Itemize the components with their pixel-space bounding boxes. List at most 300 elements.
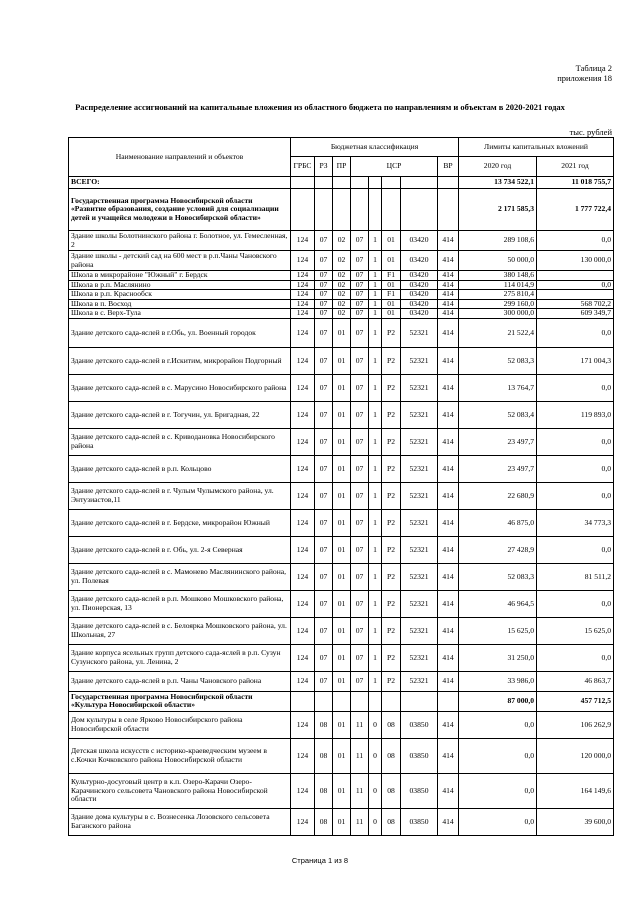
cell-csr-1: 07: [351, 309, 369, 319]
cell-csr-4: 52321: [401, 509, 438, 536]
cell-csr-3: 08: [382, 711, 401, 738]
cell-2021: 15 625,0: [537, 617, 614, 644]
cell-vr: 414: [438, 299, 459, 309]
cell-csr-3: P2: [382, 428, 401, 455]
cell-csr-2: 1: [369, 309, 382, 319]
cell-csr-4: 03420: [401, 299, 438, 309]
table-number: Таблица 2: [575, 63, 612, 73]
cell-csr-4: [401, 189, 438, 231]
cell-csr-3: 01: [382, 231, 401, 251]
cell-csr-2: 1: [369, 251, 382, 271]
cell-rz: 07: [315, 536, 333, 563]
table-row: [69, 428, 614, 455]
cell-csr-4: 52321: [401, 374, 438, 401]
cell-csr-4: 03420: [401, 271, 438, 281]
cell-vr: [438, 177, 459, 189]
cell-2021: 0,0: [537, 280, 614, 290]
cell-csr-1: 07: [351, 290, 369, 300]
cell-2020: 275 810,4: [459, 290, 537, 300]
table-body: [69, 177, 614, 836]
cell-pr: 02: [333, 271, 351, 281]
cell-vr: 414: [438, 374, 459, 401]
cell-csr-4: 52321: [401, 455, 438, 482]
cell-csr-1: 07: [351, 318, 369, 347]
cell-rz: 07: [315, 309, 333, 319]
cell-vr: 414: [438, 455, 459, 482]
table-row: [69, 189, 614, 231]
cell-csr-1: [351, 189, 369, 231]
cell-csr-1: [351, 177, 369, 189]
cell-2021: 568 702,2: [537, 299, 614, 309]
cell-2021: 0,0: [537, 428, 614, 455]
cell-pr: [333, 189, 351, 231]
cell-grbs: 124: [291, 309, 315, 319]
cell-csr-1: 07: [351, 271, 369, 281]
cell-name: Школа в микрорайоне "Южный" г. Бердск: [69, 271, 291, 281]
cell-csr-3: P2: [382, 482, 401, 509]
cell-2020: 52 083,3: [459, 563, 537, 590]
cell-csr-2: 0: [369, 738, 382, 773]
cell-pr: 01: [333, 536, 351, 563]
cell-2021: 0,0: [537, 644, 614, 671]
cell-name: Здание детского сада-яслей в г. Обь, ул. 2-я Северная: [69, 536, 291, 563]
cell-vr: 414: [438, 290, 459, 300]
cell-pr: [333, 177, 351, 189]
table-row: [69, 482, 614, 509]
cell-rz: 08: [315, 773, 333, 808]
cell-grbs: 124: [291, 231, 315, 251]
cell-grbs: 124: [291, 590, 315, 617]
cell-csr-4: 52321: [401, 401, 438, 428]
table-row: [69, 231, 614, 251]
cell-vr: 414: [438, 671, 459, 691]
cell-csr-3: P2: [382, 455, 401, 482]
cell-csr-2: 0: [369, 773, 382, 808]
cell-rz: 07: [315, 401, 333, 428]
cell-name: Школа в р.п. Маслянино: [69, 280, 291, 290]
cell-rz: 07: [315, 590, 333, 617]
cell-vr: 414: [438, 711, 459, 738]
cell-2021: 81 511,2: [537, 563, 614, 590]
cell-2021: 120 000,0: [537, 738, 614, 773]
cell-rz: 08: [315, 711, 333, 738]
cell-vr: 414: [438, 280, 459, 290]
cell-2021: 11 018 755,7: [537, 177, 614, 189]
cell-csr-4: 52321: [401, 563, 438, 590]
cell-name: ВСЕГО:: [69, 177, 291, 189]
cell-vr: 414: [438, 509, 459, 536]
cell-2020: 27 428,9: [459, 536, 537, 563]
cell-csr-3: 01: [382, 309, 401, 319]
table-row: [69, 347, 614, 374]
cell-csr-1: 07: [351, 482, 369, 509]
cell-vr: 414: [438, 428, 459, 455]
cell-2020: 299 160,0: [459, 299, 537, 309]
unit-label: тыс. рублей: [569, 127, 612, 137]
cell-csr-2: [369, 177, 382, 189]
col-header-vr: ВР: [438, 157, 459, 177]
cell-csr-4: 52321: [401, 536, 438, 563]
table-row: [69, 374, 614, 401]
cell-csr-3: 01: [382, 299, 401, 309]
cell-grbs: 124: [291, 671, 315, 691]
cell-csr-2: 1: [369, 290, 382, 300]
col-header-grbs: ГРБС: [291, 157, 315, 177]
cell-grbs: 124: [291, 563, 315, 590]
cell-2020: 22 680,9: [459, 482, 537, 509]
cell-2020: 23 497,7: [459, 455, 537, 482]
cell-rz: 07: [315, 251, 333, 271]
cell-csr-3: [382, 177, 401, 189]
cell-vr: 414: [438, 347, 459, 374]
cell-csr-1: [351, 691, 369, 711]
cell-2021: 46 863,7: [537, 671, 614, 691]
cell-csr-2: 1: [369, 671, 382, 691]
cell-grbs: [291, 691, 315, 711]
cell-name: Школа в с. Верх-Тула: [69, 309, 291, 319]
table-row: [69, 177, 614, 189]
cell-pr: 01: [333, 374, 351, 401]
cell-2020: 289 108,6: [459, 231, 537, 251]
cell-pr: 02: [333, 299, 351, 309]
cell-pr: 01: [333, 738, 351, 773]
cell-csr-1: 11: [351, 711, 369, 738]
cell-csr-4: 03850: [401, 773, 438, 808]
cell-name: Школа в п. Восход: [69, 299, 291, 309]
cell-grbs: 124: [291, 509, 315, 536]
cell-2021: 34 773,3: [537, 509, 614, 536]
cell-2021: [537, 290, 614, 300]
table-row: [69, 309, 614, 319]
cell-csr-2: 1: [369, 428, 382, 455]
cell-2020: 13 764,7: [459, 374, 537, 401]
cell-rz: 08: [315, 808, 333, 835]
cell-grbs: 124: [291, 290, 315, 300]
cell-2020: 13 734 522,1: [459, 177, 537, 189]
col-header-pr: ПР: [333, 157, 351, 177]
cell-2021: 0,0: [537, 318, 614, 347]
cell-grbs: 124: [291, 401, 315, 428]
cell-2020: 380 148,6: [459, 271, 537, 281]
cell-2020: 2 171 585,3: [459, 189, 537, 231]
cell-name: Здание детского сада-яслей в г. Бердске, микрорайон Южный: [69, 509, 291, 536]
cell-vr: 414: [438, 617, 459, 644]
cell-csr-3: [382, 691, 401, 711]
cell-name: Здание детского сада-яслей в с. Мамонево Маслянинского района, ул. Полевая: [69, 563, 291, 590]
cell-2021: 0,0: [537, 455, 614, 482]
cell-csr-2: 1: [369, 590, 382, 617]
cell-grbs: 124: [291, 738, 315, 773]
cell-2020: 0,0: [459, 711, 537, 738]
cell-pr: 01: [333, 509, 351, 536]
cell-vr: 414: [438, 738, 459, 773]
cell-grbs: 124: [291, 617, 315, 644]
cell-name: Здание детского сада-яслей в р.п. Кольцово: [69, 455, 291, 482]
cell-name: Здание детского сада-яслей в г.Искитим, микрорайон Подгорный: [69, 347, 291, 374]
cell-name: Дом культуры в селе Ярково Новосибирского района Новосибирской области: [69, 711, 291, 738]
cell-csr-2: [369, 691, 382, 711]
cell-csr-2: 1: [369, 347, 382, 374]
cell-rz: [315, 177, 333, 189]
cell-rz: 07: [315, 290, 333, 300]
page-footer: Страница 1 из 8: [291, 856, 349, 865]
cell-csr-2: 1: [369, 374, 382, 401]
cell-csr-3: P2: [382, 671, 401, 691]
cell-rz: 07: [315, 374, 333, 401]
cell-grbs: 124: [291, 318, 315, 347]
cell-2021: 119 893,0: [537, 401, 614, 428]
cell-2020: 33 986,0: [459, 671, 537, 691]
cell-rz: 07: [315, 231, 333, 251]
cell-csr-2: 1: [369, 482, 382, 509]
cell-rz: 07: [315, 299, 333, 309]
cell-vr: 414: [438, 271, 459, 281]
cell-2021: 130 000,0: [537, 251, 614, 271]
cell-rz: 07: [315, 509, 333, 536]
cell-pr: [333, 691, 351, 711]
cell-name: Здание детского сада-яслей в с. Марусино Новосибирского района: [69, 374, 291, 401]
cell-csr-3: 08: [382, 738, 401, 773]
table-row: [69, 271, 614, 281]
cell-pr: 01: [333, 671, 351, 691]
table-row: [69, 401, 614, 428]
cell-name: Здание детского сада-яслей в г. Чулым Чулымского района, ул. Энтузиастов,11: [69, 482, 291, 509]
cell-rz: 07: [315, 271, 333, 281]
cell-2021: 457 712,5: [537, 691, 614, 711]
cell-rz: 07: [315, 482, 333, 509]
cell-rz: [315, 189, 333, 231]
table-row: [69, 671, 614, 691]
cell-2021: 0,0: [537, 231, 614, 251]
cell-csr-4: 03420: [401, 231, 438, 251]
cell-2020: 0,0: [459, 773, 537, 808]
cell-pr: 01: [333, 590, 351, 617]
cell-pr: 02: [333, 251, 351, 271]
table-row: [69, 536, 614, 563]
cell-csr-4: [401, 177, 438, 189]
cell-csr-4: 03850: [401, 808, 438, 835]
cell-2021: 39 600,0: [537, 808, 614, 835]
cell-csr-1: 11: [351, 773, 369, 808]
table-row: [69, 251, 614, 271]
cell-2020: 52 083,3: [459, 347, 537, 374]
cell-csr-1: 11: [351, 808, 369, 835]
cell-grbs: 124: [291, 374, 315, 401]
cell-csr-2: 1: [369, 536, 382, 563]
cell-pr: 01: [333, 617, 351, 644]
cell-csr-2: 1: [369, 563, 382, 590]
cell-csr-4: 03420: [401, 309, 438, 319]
cell-csr-3: P2: [382, 644, 401, 671]
cell-2021: 0,0: [537, 482, 614, 509]
cell-csr-4: 03850: [401, 738, 438, 773]
cell-grbs: 124: [291, 299, 315, 309]
cell-vr: 414: [438, 231, 459, 251]
cell-2020: 52 083,4: [459, 401, 537, 428]
cell-rz: [315, 691, 333, 711]
table-row: [69, 590, 614, 617]
cell-2020: 31 250,0: [459, 644, 537, 671]
table-row: [69, 808, 614, 835]
table-row: [69, 617, 614, 644]
cell-csr-4: 03420: [401, 280, 438, 290]
cell-2021: 164 149,6: [537, 773, 614, 808]
cell-csr-3: P2: [382, 536, 401, 563]
cell-name: Здание детского сада-яслей в с. Криводановка Новосибирского района: [69, 428, 291, 455]
col-header-2020: 2020 год: [459, 157, 537, 177]
cell-2020: 46 875,0: [459, 509, 537, 536]
cell-csr-2: 1: [369, 509, 382, 536]
cell-csr-2: [369, 189, 382, 231]
cell-csr-1: 07: [351, 644, 369, 671]
cell-pr: 02: [333, 290, 351, 300]
cell-name: Здание детского сада-яслей в р.п. Мошково Мошковского района, ул. Пионерская, 13: [69, 590, 291, 617]
cell-name: Здание школы - детский сад на 600 мест в р.п.Чаны Чановского района: [69, 251, 291, 271]
cell-pr: 01: [333, 455, 351, 482]
cell-csr-4: 03420: [401, 290, 438, 300]
cell-csr-4: 52321: [401, 482, 438, 509]
cell-pr: 01: [333, 482, 351, 509]
cell-csr-1: 07: [351, 347, 369, 374]
cell-csr-3: P2: [382, 318, 401, 347]
cell-csr-1: 07: [351, 536, 369, 563]
cell-csr-3: P2: [382, 401, 401, 428]
cell-csr-2: 1: [369, 280, 382, 290]
cell-grbs: 124: [291, 536, 315, 563]
cell-csr-2: 1: [369, 299, 382, 309]
cell-csr-2: 1: [369, 644, 382, 671]
cell-csr-2: 1: [369, 271, 382, 281]
cell-csr-1: 07: [351, 455, 369, 482]
cell-pr: 02: [333, 231, 351, 251]
cell-csr-4: 03850: [401, 711, 438, 738]
cell-grbs: [291, 177, 315, 189]
cell-name: Государственная программа Новосибирской области «Культура Новосибирской области»: [69, 691, 291, 711]
cell-csr-3: P2: [382, 347, 401, 374]
cell-pr: 01: [333, 428, 351, 455]
cell-csr-1: 11: [351, 738, 369, 773]
col-header-csr: ЦСР: [351, 157, 438, 177]
cell-rz: 07: [315, 428, 333, 455]
cell-csr-1: 07: [351, 280, 369, 290]
cell-csr-1: 07: [351, 671, 369, 691]
cell-name: Здание дома культуры в с. Вознесенка Лозовского сельсовета Баганского района: [69, 808, 291, 835]
cell-name: Культурно-досуговый центр в к.п. Озеро-Карачи Озеро-Карачинского сельсовета Чановского района Новосибирской области: [69, 773, 291, 808]
cell-2021: 106 262,9: [537, 711, 614, 738]
cell-2020: 15 625,0: [459, 617, 537, 644]
cell-rz: 07: [315, 563, 333, 590]
cell-csr-1: 07: [351, 231, 369, 251]
cell-grbs: 124: [291, 644, 315, 671]
cell-vr: [438, 691, 459, 711]
cell-vr: 414: [438, 251, 459, 271]
cell-2020: 0,0: [459, 738, 537, 773]
table-row: [69, 738, 614, 773]
cell-grbs: 124: [291, 808, 315, 835]
cell-2021: [537, 271, 614, 281]
cell-csr-1: 07: [351, 251, 369, 271]
cell-2020: 300 000,0: [459, 309, 537, 319]
cell-rz: 07: [315, 347, 333, 374]
table-row: [69, 318, 614, 347]
cell-name: Здание корпуса ясельных групп детского сада-яслей в р.п. Сузун Сузунского района, ул. Ленина, 2: [69, 644, 291, 671]
cell-csr-3: P2: [382, 374, 401, 401]
table-row: [69, 691, 614, 711]
allocation-table: [68, 137, 614, 836]
cell-grbs: 124: [291, 482, 315, 509]
cell-name: Школа в р.п. Краснообск: [69, 290, 291, 300]
table-row: [69, 290, 614, 300]
cell-csr-2: 1: [369, 318, 382, 347]
cell-pr: 01: [333, 644, 351, 671]
table-reference: [557, 63, 612, 83]
cell-pr: 01: [333, 773, 351, 808]
cell-2021: 171 004,3: [537, 347, 614, 374]
cell-rz: 08: [315, 738, 333, 773]
cell-rz: 07: [315, 617, 333, 644]
cell-csr-2: 0: [369, 711, 382, 738]
cell-vr: 414: [438, 590, 459, 617]
cell-2020: 21 522,4: [459, 318, 537, 347]
table-row: [69, 299, 614, 309]
table-row: [69, 280, 614, 290]
cell-2021: 1 777 722,4: [537, 189, 614, 231]
cell-rz: 07: [315, 318, 333, 347]
cell-name: Здание детского сада-яслей в г.Обь, ул. Военный городок: [69, 318, 291, 347]
cell-vr: 414: [438, 563, 459, 590]
cell-pr: 01: [333, 318, 351, 347]
col-header-name: Наименование направлений и объектов: [69, 138, 291, 177]
cell-grbs: 124: [291, 711, 315, 738]
cell-2020: 87 000,0: [459, 691, 537, 711]
cell-csr-3: 08: [382, 773, 401, 808]
cell-2020: 0,0: [459, 808, 537, 835]
cell-vr: 414: [438, 536, 459, 563]
cell-rz: 07: [315, 455, 333, 482]
cell-csr-1: 07: [351, 401, 369, 428]
cell-2021: 0,0: [537, 374, 614, 401]
cell-grbs: 124: [291, 455, 315, 482]
cell-csr-4: 03420: [401, 251, 438, 271]
document-title: Распределение ассигнований на капитальные вложения из областного бюджета по направлениям и объектам в 2020-2021 годах: [75, 102, 565, 112]
cell-vr: [438, 189, 459, 231]
cell-2020: 114 014,9: [459, 280, 537, 290]
cell-csr-3: 01: [382, 280, 401, 290]
cell-2020: 46 964,5: [459, 590, 537, 617]
cell-2021: 0,0: [537, 536, 614, 563]
cell-csr-3: P2: [382, 563, 401, 590]
cell-pr: 01: [333, 711, 351, 738]
cell-2021: 609 349,7: [537, 309, 614, 319]
col-header-budget-class: Бюджетная классификация: [291, 138, 459, 157]
table-row: [69, 509, 614, 536]
cell-vr: 414: [438, 318, 459, 347]
cell-grbs: 124: [291, 428, 315, 455]
cell-vr: 414: [438, 808, 459, 835]
cell-name: Здание детского сада-яслей в с. Белоярка Мошковского района, ул. Школьная, 27: [69, 617, 291, 644]
cell-rz: 07: [315, 280, 333, 290]
cell-2020: 23 497,7: [459, 428, 537, 455]
col-header-2021: 2021 год: [537, 157, 614, 177]
cell-grbs: [291, 189, 315, 231]
cell-pr: 01: [333, 808, 351, 835]
appendix-number: приложения 18: [557, 73, 612, 83]
col-header-limits: Лимиты капитальных вложений: [459, 138, 614, 157]
cell-grbs: 124: [291, 347, 315, 374]
cell-2021: 0,0: [537, 590, 614, 617]
table-row: [69, 563, 614, 590]
cell-csr-4: 52321: [401, 428, 438, 455]
